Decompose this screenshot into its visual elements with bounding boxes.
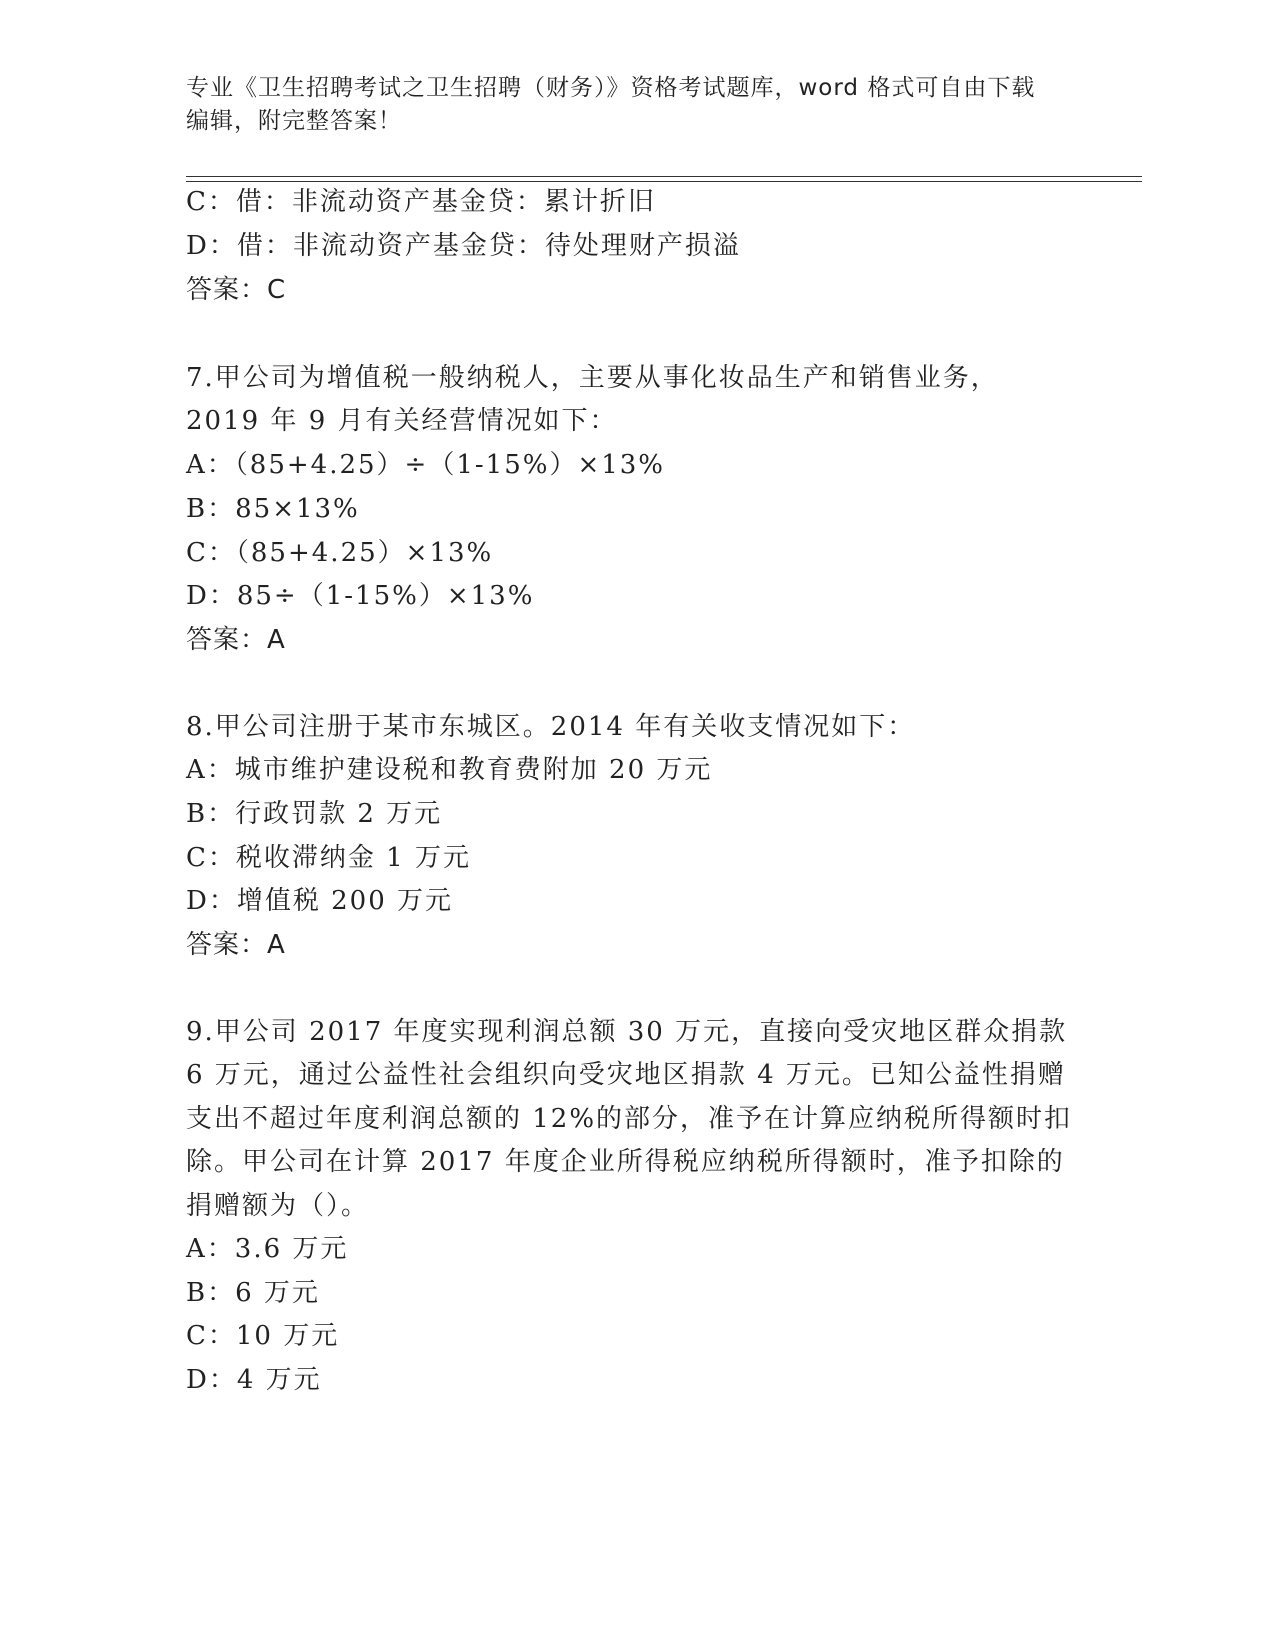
q9-stem-line-1: 9.甲公司 2017 年度实现利润总额 30 万元，直接向受灾地区群众捐款 <box>186 1017 1068 1047</box>
q9-stem-line-4: 除。甲公司在计算 2017 年度企业所得税应纳税所得额时，准予扣除的 <box>186 1147 1065 1177</box>
q7-stem-line-1: 7.甲公司为增值税一般纳税人，主要从事化妆品生产和销售业务， <box>186 363 999 393</box>
header-divider-thin <box>186 181 1142 182</box>
q6-answer: 答案：C <box>186 275 287 305</box>
q8-answer: 答案：A <box>186 930 286 960</box>
q9-stem-line-2: 6 万元，通过公益性社会组织向受灾地区捐款 4 万元。已知公益性捐赠 <box>186 1060 1066 1090</box>
q9-option-a: A：3.6 万元 <box>186 1234 349 1264</box>
q6-option-d: D：借：非流动资产基金贷：待处理财产损溢 <box>186 231 741 261</box>
q9-stem-line-5: 捐赠额为（）。 <box>186 1191 370 1221</box>
q9-option-c: C：10 万元 <box>186 1321 340 1351</box>
q8-stem-line-1: 8.甲公司注册于某市东城区。2014 年有关收支情况如下： <box>186 712 916 742</box>
document-header <box>186 72 1086 138</box>
header-divider-thick <box>186 176 1142 177</box>
q8-option-d: D：增值税 200 万元 <box>186 886 454 916</box>
q7-option-a: A：（85+4.25）÷（1-15%）×13% <box>186 450 666 480</box>
header-line-2: 编辑，附完整答案！ <box>186 108 402 134</box>
q9-option-b: B：6 万元 <box>186 1278 320 1308</box>
header-line-1: 专业《卫生招聘考试之卫生招聘（财务）》资格考试题库，word 格式可自由下载 <box>186 75 1036 101</box>
q7-stem-line-2: 2019 年 9 月有关经营情况如下： <box>186 406 618 436</box>
q7-option-d: D：85÷（1-15%）×13% <box>186 581 535 611</box>
q7-answer: 答案：A <box>186 625 286 655</box>
q9-stem-line-3: 支出不超过年度利润总额的 12%的部分，准予在计算应纳税所得额时扣 <box>186 1104 1073 1134</box>
q8-option-b: B：行政罚款 2 万元 <box>186 799 443 829</box>
q9-option-d: D：4 万元 <box>186 1365 322 1395</box>
q6-option-c: C：借：非流动资产基金贷：累计折旧 <box>186 187 656 217</box>
q7-option-b: B：85×13% <box>186 494 360 524</box>
q8-option-a: A：城市维护建设税和教育费附加 20 万元 <box>186 755 713 785</box>
q8-option-c: C：税收滞纳金 1 万元 <box>186 843 471 873</box>
q7-option-c: C：（85+4.25）×13% <box>186 538 494 568</box>
